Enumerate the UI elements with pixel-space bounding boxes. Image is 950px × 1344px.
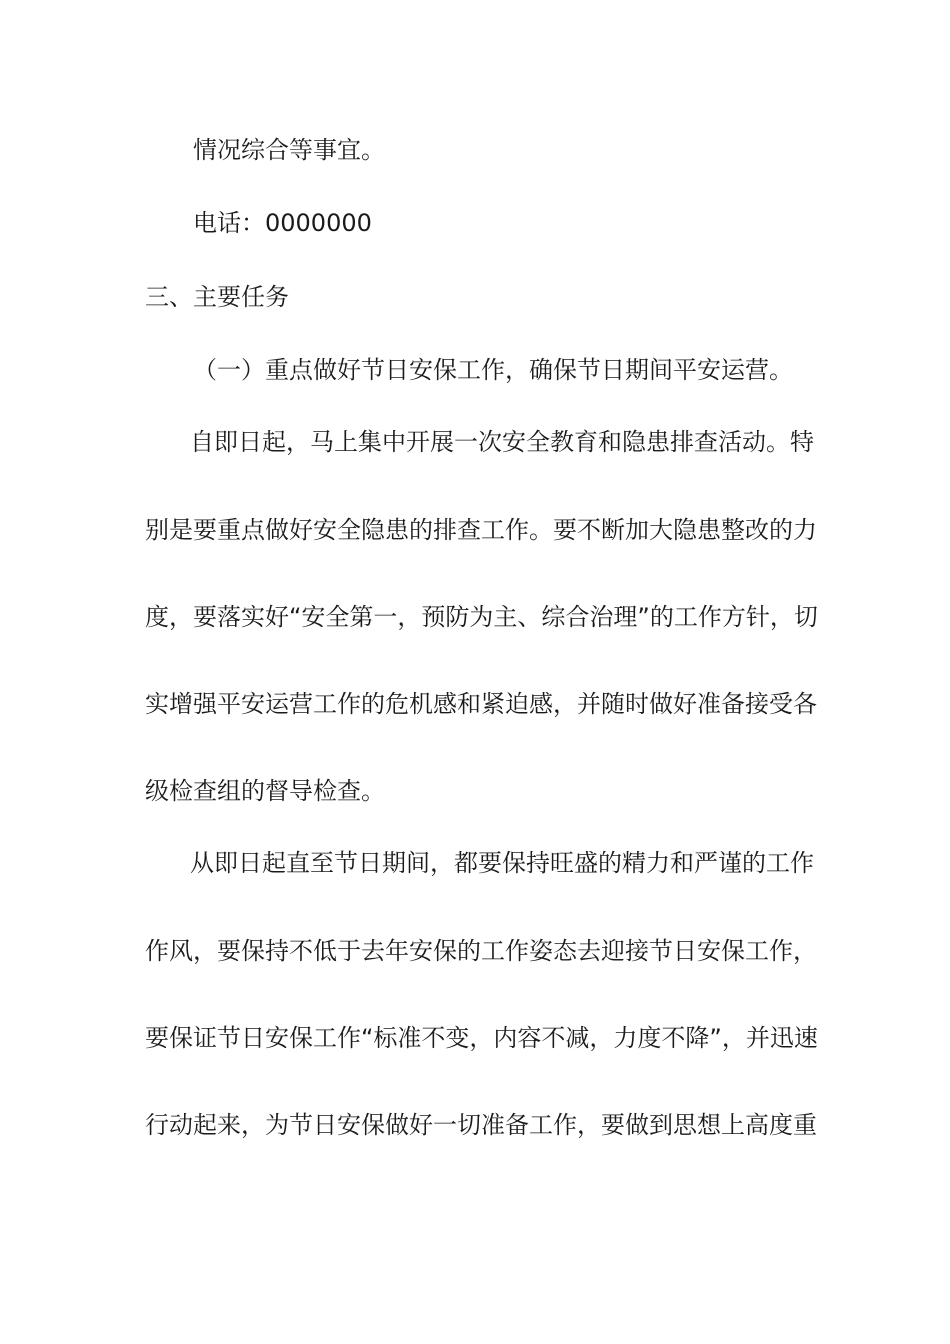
- paragraph-line: 度，要落实好“安全第一，预防为主、综合治理”的工作方针，切: [145, 603, 818, 631]
- paragraph-line: 行动起来，为节日安保做好一切准备工作，要做到思想上高度重: [145, 1111, 817, 1139]
- paragraph-line: 要保证节日安保工作“标准不变，内容不减，力度不降”，并迅速: [145, 1024, 818, 1052]
- paragraph-line: 从即日起直至节日期间，都要保持旺盛的精力和严谨的工作: [190, 849, 814, 877]
- paragraph-line: 作风，要保持不低于去年安保的工作姿态去迎接节日安保工作，: [145, 937, 817, 965]
- paragraph-line: 实增强平安运营工作的危机感和紧迫感，并随时做好准备接受各: [145, 690, 817, 718]
- phone-line: 电话：0000000: [193, 209, 372, 237]
- paragraph-line: 别是要重点做好安全隐患的排查工作。要不断加大隐患整改的力: [145, 516, 817, 544]
- paragraph-line: 级检查组的督导检查。: [145, 777, 385, 805]
- section-heading: 三、主要任务: [145, 283, 289, 311]
- subsection-heading: （一）重点做好节日安保工作，确保节日期间平安运营。: [193, 356, 793, 384]
- paragraph-line: 情况综合等事宜。: [193, 136, 385, 164]
- paragraph-line: 自即日起，马上集中开展一次安全教育和隐患排查活动。特: [190, 428, 814, 456]
